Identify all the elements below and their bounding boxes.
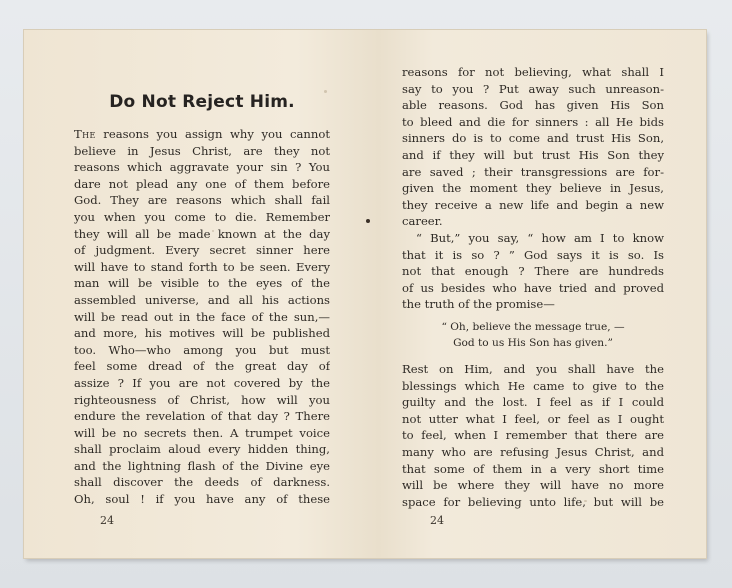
text-line: guilty and the lost. I feel as if I could [402, 395, 664, 410]
text-line: assembled universe, and all his actions [74, 292, 330, 307]
text-line: given the moment they believe in Jesus, [402, 181, 664, 196]
text-line: many who are refusing Jesus Christ, and [402, 444, 664, 459]
lead-word: The [74, 127, 96, 141]
text-line: The reasons you assign why you cannot [74, 127, 330, 141]
hymn-quote [402, 320, 664, 351]
page-number-left: 24 [100, 514, 114, 527]
text-line: will be no secrets then. A trumpet voice [74, 425, 330, 440]
text-line: assize ? If you are not covered by the [74, 375, 330, 390]
ink-speck [366, 219, 370, 223]
text-line: will be where they will have no more [402, 478, 664, 493]
text-line: and if they will but trust His Son they [402, 147, 664, 162]
text-line: of judgment. Every secret sinner here [74, 243, 330, 258]
text-line: space for believing unto life, but will be [402, 494, 664, 509]
text-line: Oh, soul ! if you have any of these [74, 492, 330, 507]
page-number-right: 24 [430, 514, 444, 527]
text-line: believe in Jesus Christ, are they not [74, 143, 330, 158]
text-line: “ But,” you say, “ how am I to know [416, 230, 664, 245]
text-line: not utter what I feel, or feel as I ought [402, 411, 664, 426]
quote-line: God to us His Son has given.” [453, 336, 613, 349]
text-line: that some of them in a very short time [402, 461, 664, 476]
text-line: of us besides who have tried and proved [402, 280, 664, 295]
text-line: shall discover the deeds of darkness. [74, 475, 330, 490]
right-page-body-bottom [402, 362, 664, 511]
text-line: the truth of the promise— [402, 297, 555, 312]
text-line: are saved ; their transgressions are for- [402, 164, 664, 179]
right-page-body-top [402, 65, 664, 314]
text-line: dare not plead any one of them before [74, 176, 330, 191]
text-line: not that enough ? There are hundreds [402, 264, 664, 279]
text-line: feel some dread of the great day of [74, 359, 330, 374]
booklet-sheet [24, 30, 706, 558]
text-line: career. [402, 214, 443, 229]
left-page-body [74, 127, 330, 509]
text-line: endure the revelation of that day ? There [74, 409, 330, 424]
text-line: will have to stand forth to be seen. Every [74, 259, 330, 274]
text-line: too. Who—who among you but must [74, 342, 330, 357]
text-line: and the lightning flash of the Divine eye [74, 458, 330, 473]
text-line: man will be visible to the eyes of the [74, 276, 330, 291]
text-line: God. They are reasons which shall fail [74, 193, 330, 208]
text-line: and more, his motives will be published [74, 326, 330, 341]
text-line: righteousness of Christ, how will you [74, 392, 330, 407]
text-line: sinners do is to come and trust His Son, [402, 131, 664, 146]
text-line: they will all be made known at the day [74, 226, 330, 241]
text-line: to feel, when I remember that there are [402, 428, 664, 443]
text-line: say to you ? Put away such unreason- [402, 81, 664, 96]
text-line: that it is so ? ” God says it is so. Is [402, 247, 664, 262]
text-line: Rest on Him, and you shall have the [402, 362, 664, 376]
quote-line: “ Oh, believe the message true, — [441, 321, 625, 333]
text-line: reasons for not believing, what shall I [402, 65, 664, 79]
page-title: Do Not Reject Him. [109, 92, 295, 112]
text-line: able reasons. God has given His Son [402, 98, 664, 113]
text-line: you when you come to die. Remember [74, 209, 330, 224]
text-line: they receive a new life and begin a new [402, 197, 664, 212]
text-line: to bleed and die for sinners : all He bids [402, 114, 664, 129]
text-line: blessings which He came to give to the [402, 378, 664, 393]
text-line: will be read out in the face of the sun,— [74, 309, 330, 324]
text-line: shall proclaim aloud every hidden thing, [74, 442, 330, 457]
text-line: reasons which aggravate your sin ? You [74, 160, 330, 175]
